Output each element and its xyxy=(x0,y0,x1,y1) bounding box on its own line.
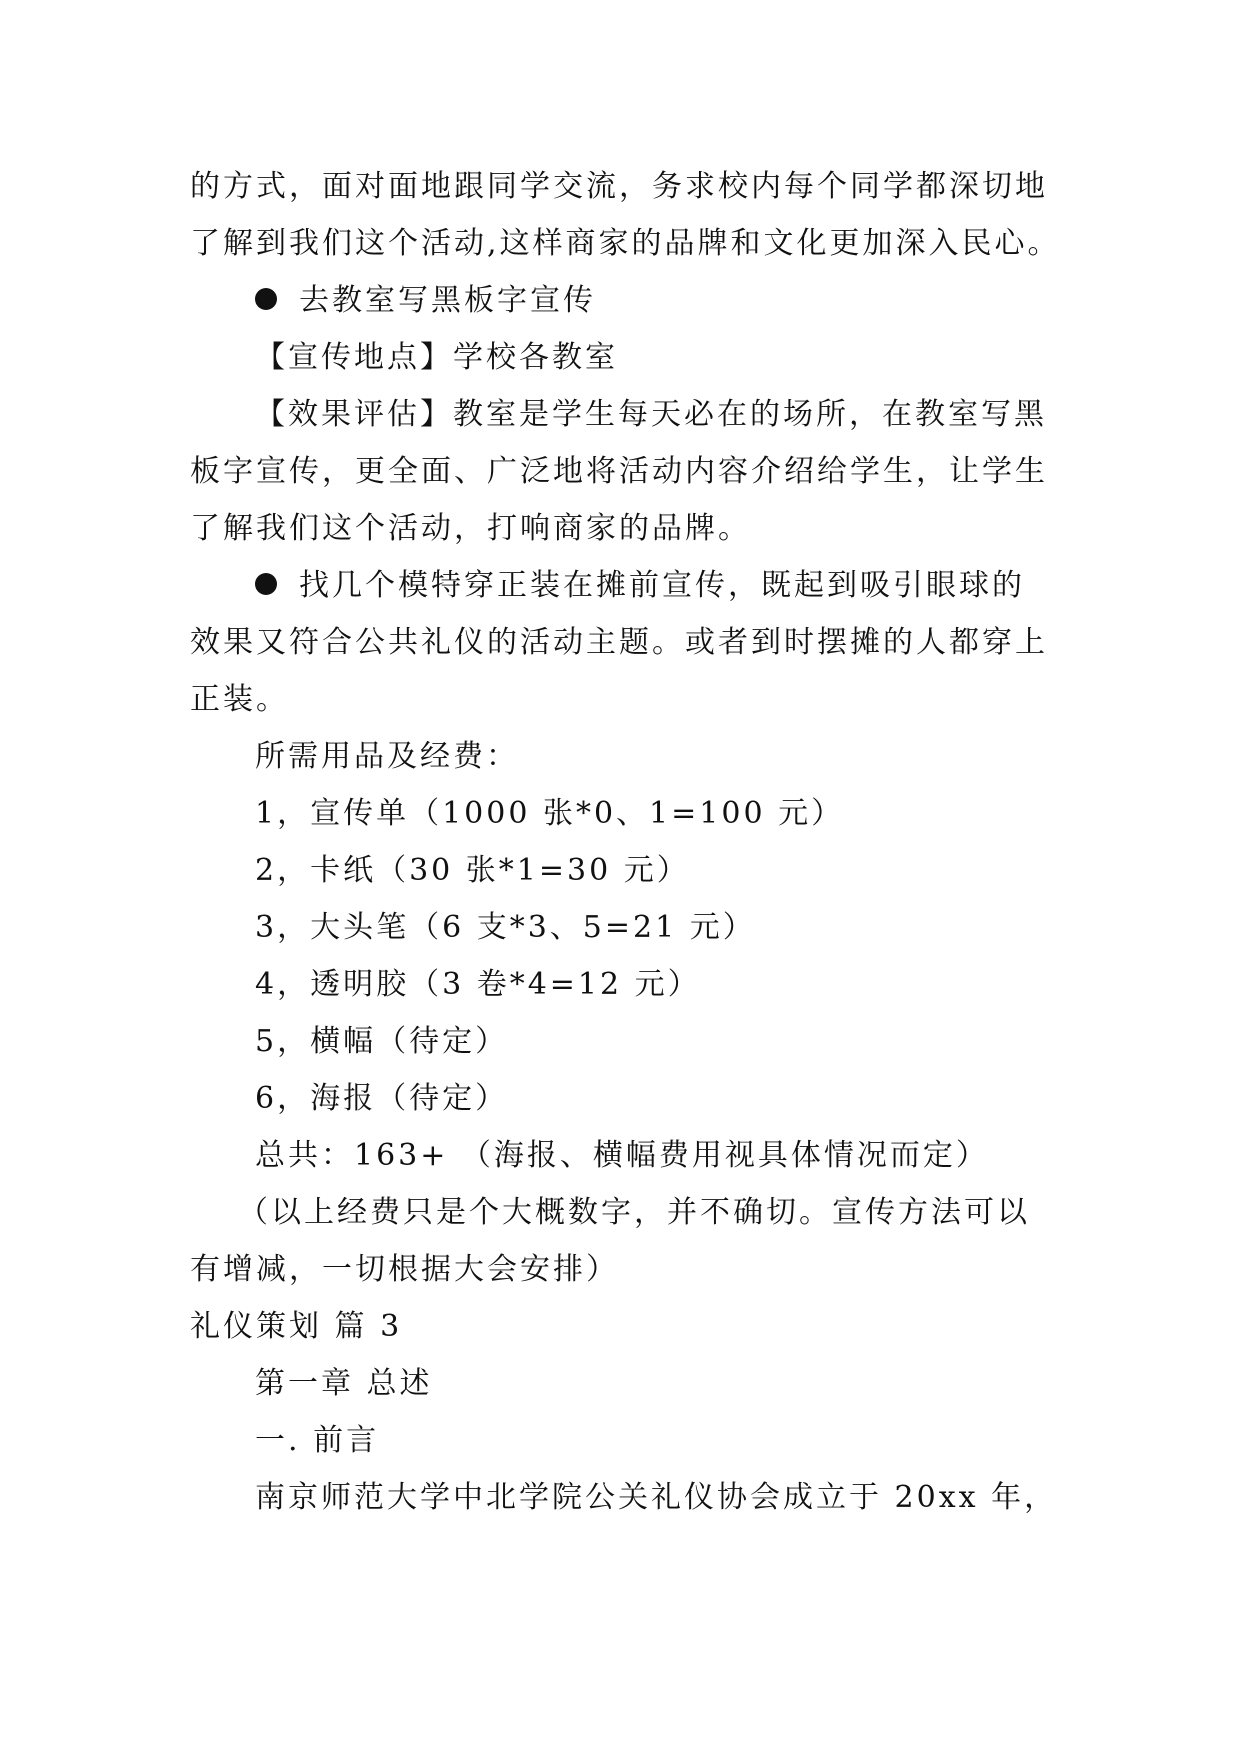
list-item: 1，宣传单（1000 张*0、1=100 元） xyxy=(255,796,845,831)
paragraph-line: 有增减，一切根据大会安排） xyxy=(190,1252,619,1287)
paragraph-line: 了解到我们这个活动,这样商家的品牌和文化更加深入民心。 xyxy=(190,226,1061,261)
bullet-text: 去教室写黑板字宣传 xyxy=(299,283,596,318)
list-item: 4，透明胶（3 卷*4=12 元） xyxy=(255,967,701,1002)
bullet-icon xyxy=(255,573,277,595)
paragraph-line: 板字宣传，更全面、广泛地将活动内容介绍给学生，让学生 xyxy=(190,454,1048,489)
paragraph-line: 【效果评估】教室是学生每天必在的场所，在教室写黑 xyxy=(255,397,1047,432)
bullet-icon xyxy=(255,288,277,310)
section-label: 所需用品及经费： xyxy=(255,739,519,774)
paragraph-line: 南京师范大学中北学院公关礼仪协会成立于 20xx 年， xyxy=(255,1480,1058,1515)
list-item: 2，卡纸（30 张*1=30 元） xyxy=(255,853,690,888)
paragraph-line: 【宣传地点】学校各教室 xyxy=(255,340,618,375)
bullet-item xyxy=(255,566,1025,606)
bullet-item xyxy=(255,281,596,321)
list-item: 3，大头笔（6 支*3、5=21 元） xyxy=(255,910,756,945)
list-item: 5，横幅（待定） xyxy=(255,1024,509,1059)
paragraph-line: 正装。 xyxy=(190,682,289,717)
paragraph-line: 效果又符合公共礼仪的活动主题。或者到时摆摊的人都穿上 xyxy=(190,625,1048,660)
chapter-heading: 第一章 总述 xyxy=(255,1366,433,1401)
bullet-text: 找几个模特穿正装在摊前宣传，既起到吸引眼球的 xyxy=(299,568,1025,603)
list-item: 6，海报（待定） xyxy=(255,1081,509,1116)
section-heading: 礼仪策划 篇 3 xyxy=(190,1309,403,1344)
paragraph-line: 的方式，面对面地跟同学交流，务求校内每个同学都深切地 xyxy=(190,169,1048,204)
paragraph-line: （以上经费只是个大概数字，并不确切。宣传方法可以 xyxy=(238,1195,1030,1230)
total-line: 总共：163+ （海报、横幅费用视具体情况而定） xyxy=(255,1138,989,1173)
paragraph-line: 了解我们这个活动，打响商家的品牌。 xyxy=(190,511,751,546)
subsection-heading: 一. 前言 xyxy=(255,1423,380,1458)
